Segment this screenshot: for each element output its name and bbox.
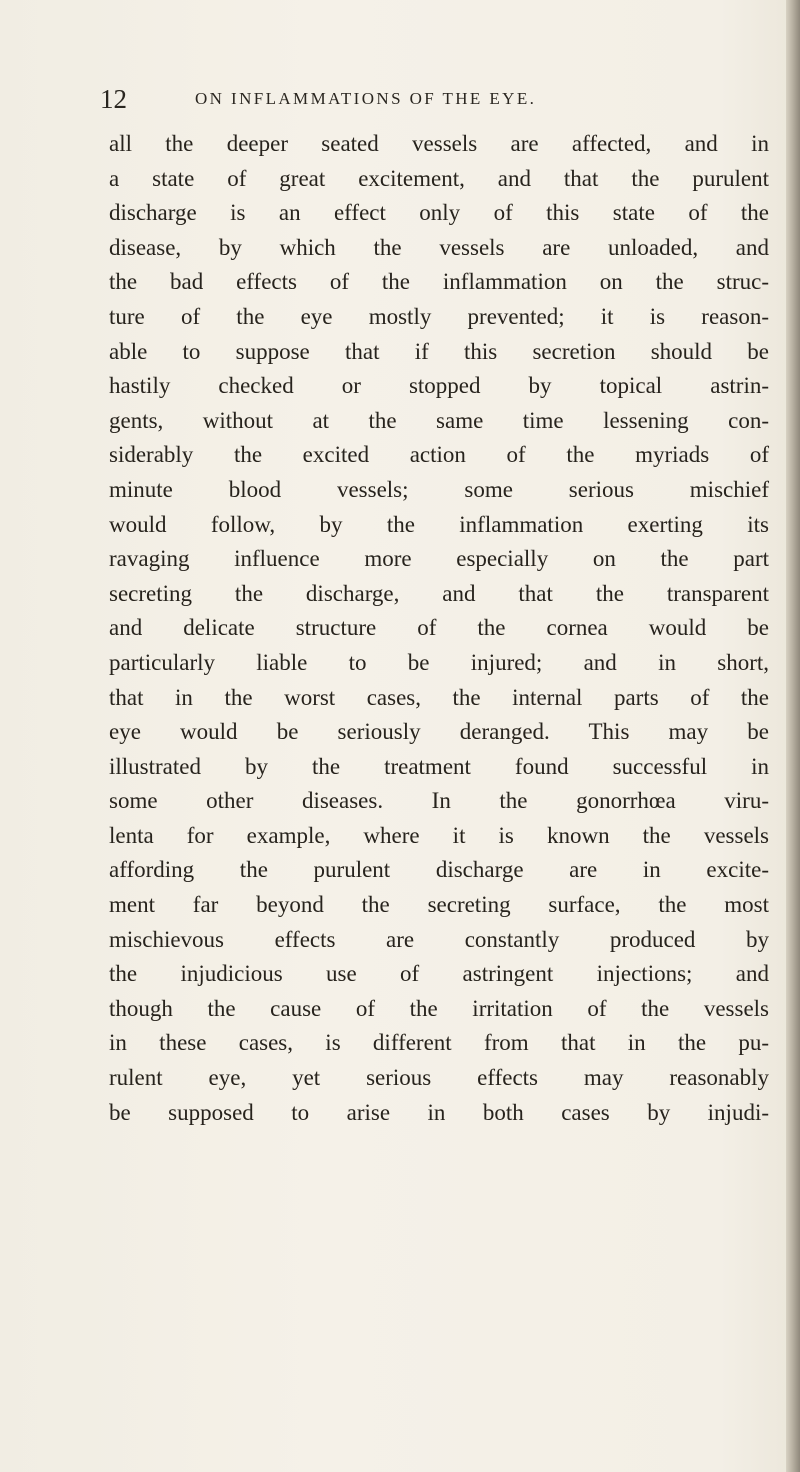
text-line: mischievous effects are constantly produced by: [109, 926, 769, 952]
text-line: hastily checked or stopped by topical astrin-: [109, 373, 769, 399]
text-line: in these cases, is different from that in the pu-: [109, 1030, 769, 1056]
text-line: able to suppose that if this secretion should be: [109, 338, 769, 364]
text-line: ture of the eye mostly prevented; it is reason-: [109, 303, 769, 329]
text-line: discharge is an effect only of this state of the: [109, 200, 769, 226]
text-line: particularly liable to be injured; and in short,: [109, 649, 769, 675]
text-line: a state of great excitement, and that the purulent: [109, 165, 769, 191]
text-line: gents, without at the same time lessening con-: [109, 407, 769, 433]
text-line: rulent eye, yet serious effects may reasonably: [109, 1065, 769, 1091]
text-line: be supposed to arise in both cases by injudi-: [109, 1099, 769, 1125]
page-number: 12: [100, 84, 127, 114]
body-text: [109, 127, 769, 1130]
page-header: [100, 84, 780, 124]
running-head: ON INFLAMMATIONS OF THE EYE.: [195, 89, 537, 108]
text-line: affording the purulent discharge are in excite-: [109, 857, 769, 883]
text-line: eye would be seriously deranged. This may be: [109, 719, 769, 745]
text-line: ravaging influence more especially on the part: [109, 546, 769, 572]
text-line: the bad effects of the inflammation on the struc-: [109, 269, 769, 295]
text-line: illustrated by the treatment found successful in: [109, 753, 769, 779]
text-line: siderably the excited action of the myriads of: [109, 442, 769, 468]
text-line: ment far beyond the secreting surface, the most: [109, 892, 769, 918]
text-line: that in the worst cases, the internal parts of the: [109, 684, 769, 710]
text-line: minute blood vessels; some serious mischief: [109, 476, 769, 502]
page-edge-shadow: [786, 0, 800, 1472]
text-line: secreting the discharge, and that the transparent: [109, 580, 769, 606]
text-line: and delicate structure of the cornea would be: [109, 615, 769, 641]
text-line: disease, by which the vessels are unloaded, and: [109, 234, 769, 260]
text-line: though the cause of the irritation of the vessels: [109, 995, 769, 1021]
text-line: lenta for example, where it is known the vessels: [109, 822, 769, 848]
text-line: all the deeper seated vessels are affected, and in: [109, 131, 769, 156]
text-line: the injudicious use of astringent injections; and: [109, 961, 769, 987]
text-line: would follow, by the inflammation exerting its: [109, 511, 769, 537]
text-line: some other diseases. In the gonorrhœa viru-: [109, 788, 769, 814]
